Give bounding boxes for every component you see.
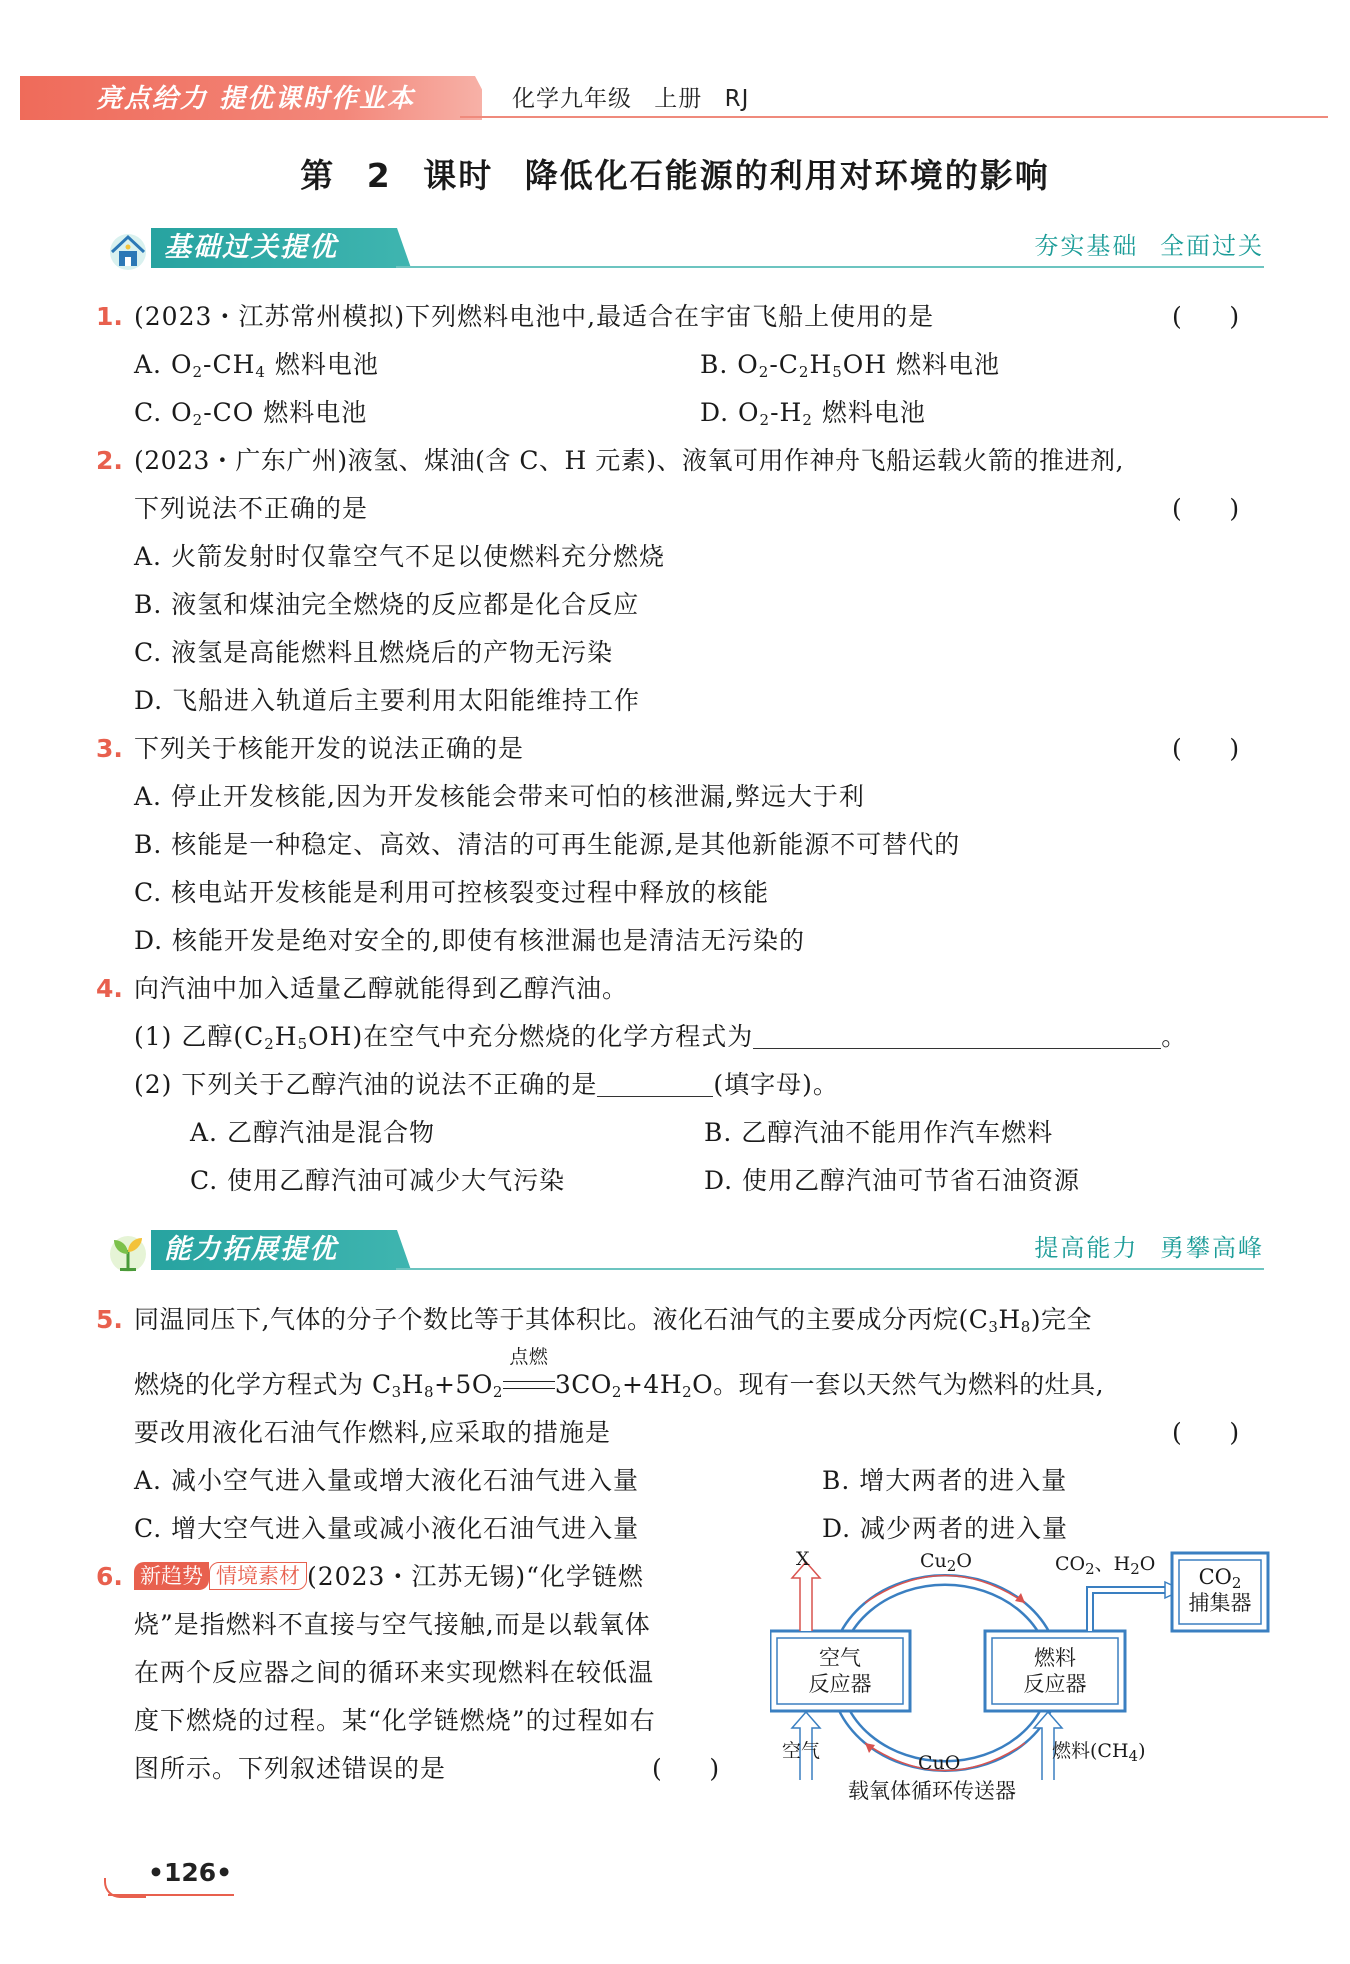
question-6-line1: 新趋势 情境素材 (2023・江苏无锡)“化学链燃 bbox=[134, 1559, 644, 1595]
q3-option-d[interactable]: D. 核能开发是绝对安全的,即使有核泄漏也是清洁无污染的 bbox=[134, 926, 805, 955]
house-icon bbox=[106, 228, 150, 272]
section-basic-slogan: 夯实基础 全面过关 bbox=[1034, 232, 1264, 260]
question-6-line4: 度下燃烧的过程。某“化学链燃烧”的过程如右 bbox=[134, 1706, 656, 1735]
q1-option-a[interactable]: A. $O_2-CH_4$ 燃料电池 bbox=[134, 350, 379, 381]
context-tag: 情境素材 bbox=[209, 1562, 307, 1590]
question-5-line2: 燃烧的化学方程式为 $C_3H_8+5O_2$ 点燃 $3CO_2+4H_2O$。现有一套以天然气为燃料的灶具, bbox=[134, 1346, 1105, 1401]
question-6-line3: 在两个反应器之间的循环来实现燃料在较低温 bbox=[134, 1658, 655, 1687]
question-2-stem-line2: 下列说法不正确的是 bbox=[134, 494, 369, 523]
label-cu2o: $Cu_2O$ bbox=[920, 1550, 972, 1575]
q3-option-b[interactable]: B. 核能是一种稳定、高效、清洁的可再生能源,是其他新能源不可替代的 bbox=[134, 830, 961, 859]
label-products: $CO_2$、$H_2O$ bbox=[1055, 1553, 1156, 1578]
trend-tag: 新趋势 bbox=[134, 1562, 209, 1590]
letter-blank[interactable] bbox=[597, 1072, 713, 1097]
q3-option-c[interactable]: C. 核电站开发核能是利用可控核裂变过程中释放的核能 bbox=[134, 878, 770, 907]
question-3-number: 3. bbox=[96, 734, 123, 763]
question-2-number: 2. bbox=[96, 446, 123, 475]
q5-option-b[interactable]: B. 增大两者的进入量 bbox=[822, 1466, 1068, 1495]
section-basic-banner bbox=[96, 220, 1264, 278]
label-x: X bbox=[796, 1548, 810, 1570]
answer-paren-1[interactable]: ( ) bbox=[1172, 302, 1240, 331]
question-5-line1: 同温同压下,气体的分子个数比等于其体积比。液化石油气的主要成分丙烷$(C_3H_8)$完全 bbox=[134, 1305, 1093, 1336]
q1-option-c[interactable]: C. $O_2-CO$ 燃料电池 bbox=[134, 398, 368, 429]
q4-option-c[interactable]: C. 使用乙醇汽油可减少大气污染 bbox=[190, 1166, 566, 1195]
answer-paren-5[interactable]: ( ) bbox=[1172, 1418, 1240, 1447]
co2-collector: $CO_2$ 捕集器 bbox=[1188, 1565, 1252, 1615]
section-ability-banner bbox=[96, 1222, 1264, 1280]
q2-option-b[interactable]: B. 液氢和煤油完全燃烧的反应都是化合反应 bbox=[134, 590, 640, 619]
answer-paren-2[interactable]: ( ) bbox=[1172, 494, 1240, 523]
label-cuo: CuO bbox=[918, 1752, 961, 1774]
lesson-title: 第 2 课时 降低化石能源的利用对环境的影响 bbox=[300, 156, 1050, 195]
q5-option-c[interactable]: C. 增大空气进入量或减小液化石油气进入量 bbox=[134, 1514, 640, 1543]
equation-blank[interactable] bbox=[753, 1024, 1161, 1049]
answer-paren-6[interactable]: ( ) bbox=[652, 1754, 720, 1783]
answer-paren-3[interactable]: ( ) bbox=[1172, 734, 1240, 763]
question-4-number: 4. bbox=[96, 974, 123, 1003]
sprout-icon bbox=[106, 1230, 150, 1274]
fuel-reactor: 燃料 反应器 bbox=[1023, 1646, 1087, 1696]
question-4-stem: 向汽油中加入适量乙醇就能得到乙醇汽油。 bbox=[134, 974, 629, 1003]
header-brand: 亮点给力 提优课时作业本 bbox=[96, 84, 416, 114]
question-6-line5: 图所示。下列叙述错误的是 bbox=[134, 1754, 447, 1783]
q4-option-b[interactable]: B. 乙醇汽油不能用作汽车燃料 bbox=[704, 1118, 1054, 1147]
reaction-condition: 点燃 bbox=[503, 1367, 555, 1403]
header-rule bbox=[460, 116, 1328, 118]
q2-option-a[interactable]: A. 火箭发射时仅靠空气不足以使燃料充分燃烧 bbox=[134, 542, 665, 571]
question-1-number: 1. bbox=[96, 302, 123, 331]
q1-option-d[interactable]: D. $O_2-H_2$ 燃料电池 bbox=[700, 398, 926, 429]
question-1-stem: (2023・江苏常州模拟)下列燃料电池中,最适合在宇宙飞船上使用的是 bbox=[134, 302, 935, 331]
q2-option-d[interactable]: D. 飞船进入轨道后主要利用太阳能维持工作 bbox=[134, 686, 641, 715]
section-basic-title: 基础过关提优 bbox=[164, 232, 338, 263]
q2-option-c[interactable]: C. 液氢是高能燃料且燃烧后的产物无污染 bbox=[134, 638, 614, 667]
q4-part-2: (2) 下列关于乙醇汽油的说法不正确的是 (填字母)。 bbox=[134, 1070, 839, 1099]
header-info: 化学九年级 上册 RJ bbox=[512, 86, 750, 112]
q5-option-d[interactable]: D. 减少两者的进入量 bbox=[822, 1514, 1069, 1543]
question-5-number: 5. bbox=[96, 1305, 123, 1334]
q3-option-a[interactable]: A. 停止开发核能,因为开发核能会带来可怕的核泄漏,弊远大于利 bbox=[134, 782, 865, 811]
q4-part-1: (1) 乙醇$(C_2H_5OH)$在空气中充分燃烧的化学方程式为 。 bbox=[134, 1022, 1188, 1053]
q4-option-a[interactable]: A. 乙醇汽油是混合物 bbox=[190, 1118, 435, 1147]
air-reactor: 空气 反应器 bbox=[808, 1646, 872, 1696]
q5-option-a[interactable]: A. 减小空气进入量或增大液化石油气进入量 bbox=[134, 1466, 639, 1495]
label-fuel: 燃料$(CH_4)$ bbox=[1052, 1740, 1146, 1765]
chemical-looping-diagram bbox=[770, 1548, 1270, 1808]
question-3-stem: 下列关于核能开发的说法正确的是 bbox=[134, 734, 525, 763]
question-6-line2: 烧”是指燃料不直接与空气接触,而是以载氧体 bbox=[134, 1610, 651, 1639]
diagram-caption: 载氧体循环传送器 bbox=[848, 1779, 1016, 1803]
section-ability-slogan: 提高能力 勇攀高峰 bbox=[1034, 1234, 1264, 1262]
question-2-stem-line1: (2023・广东广州)液氢、煤油(含 C、H 元素)、液氧可用作神舟飞船运载火箭的推进剂, bbox=[134, 446, 1124, 475]
question-5-line3: 要改用液化石油气作燃料,应采取的措施是 bbox=[134, 1418, 611, 1447]
label-air: 空气 bbox=[782, 1740, 821, 1762]
section-ability-title: 能力拓展提优 bbox=[164, 1234, 338, 1265]
q4-option-d[interactable]: D. 使用乙醇汽油可节省石油资源 bbox=[704, 1166, 1081, 1195]
page-number: •126• bbox=[148, 1858, 233, 1887]
question-6-number: 6. bbox=[96, 1562, 123, 1591]
q1-option-b[interactable]: B. $O_2-C_2H_5OH$ 燃料电池 bbox=[700, 350, 1001, 381]
